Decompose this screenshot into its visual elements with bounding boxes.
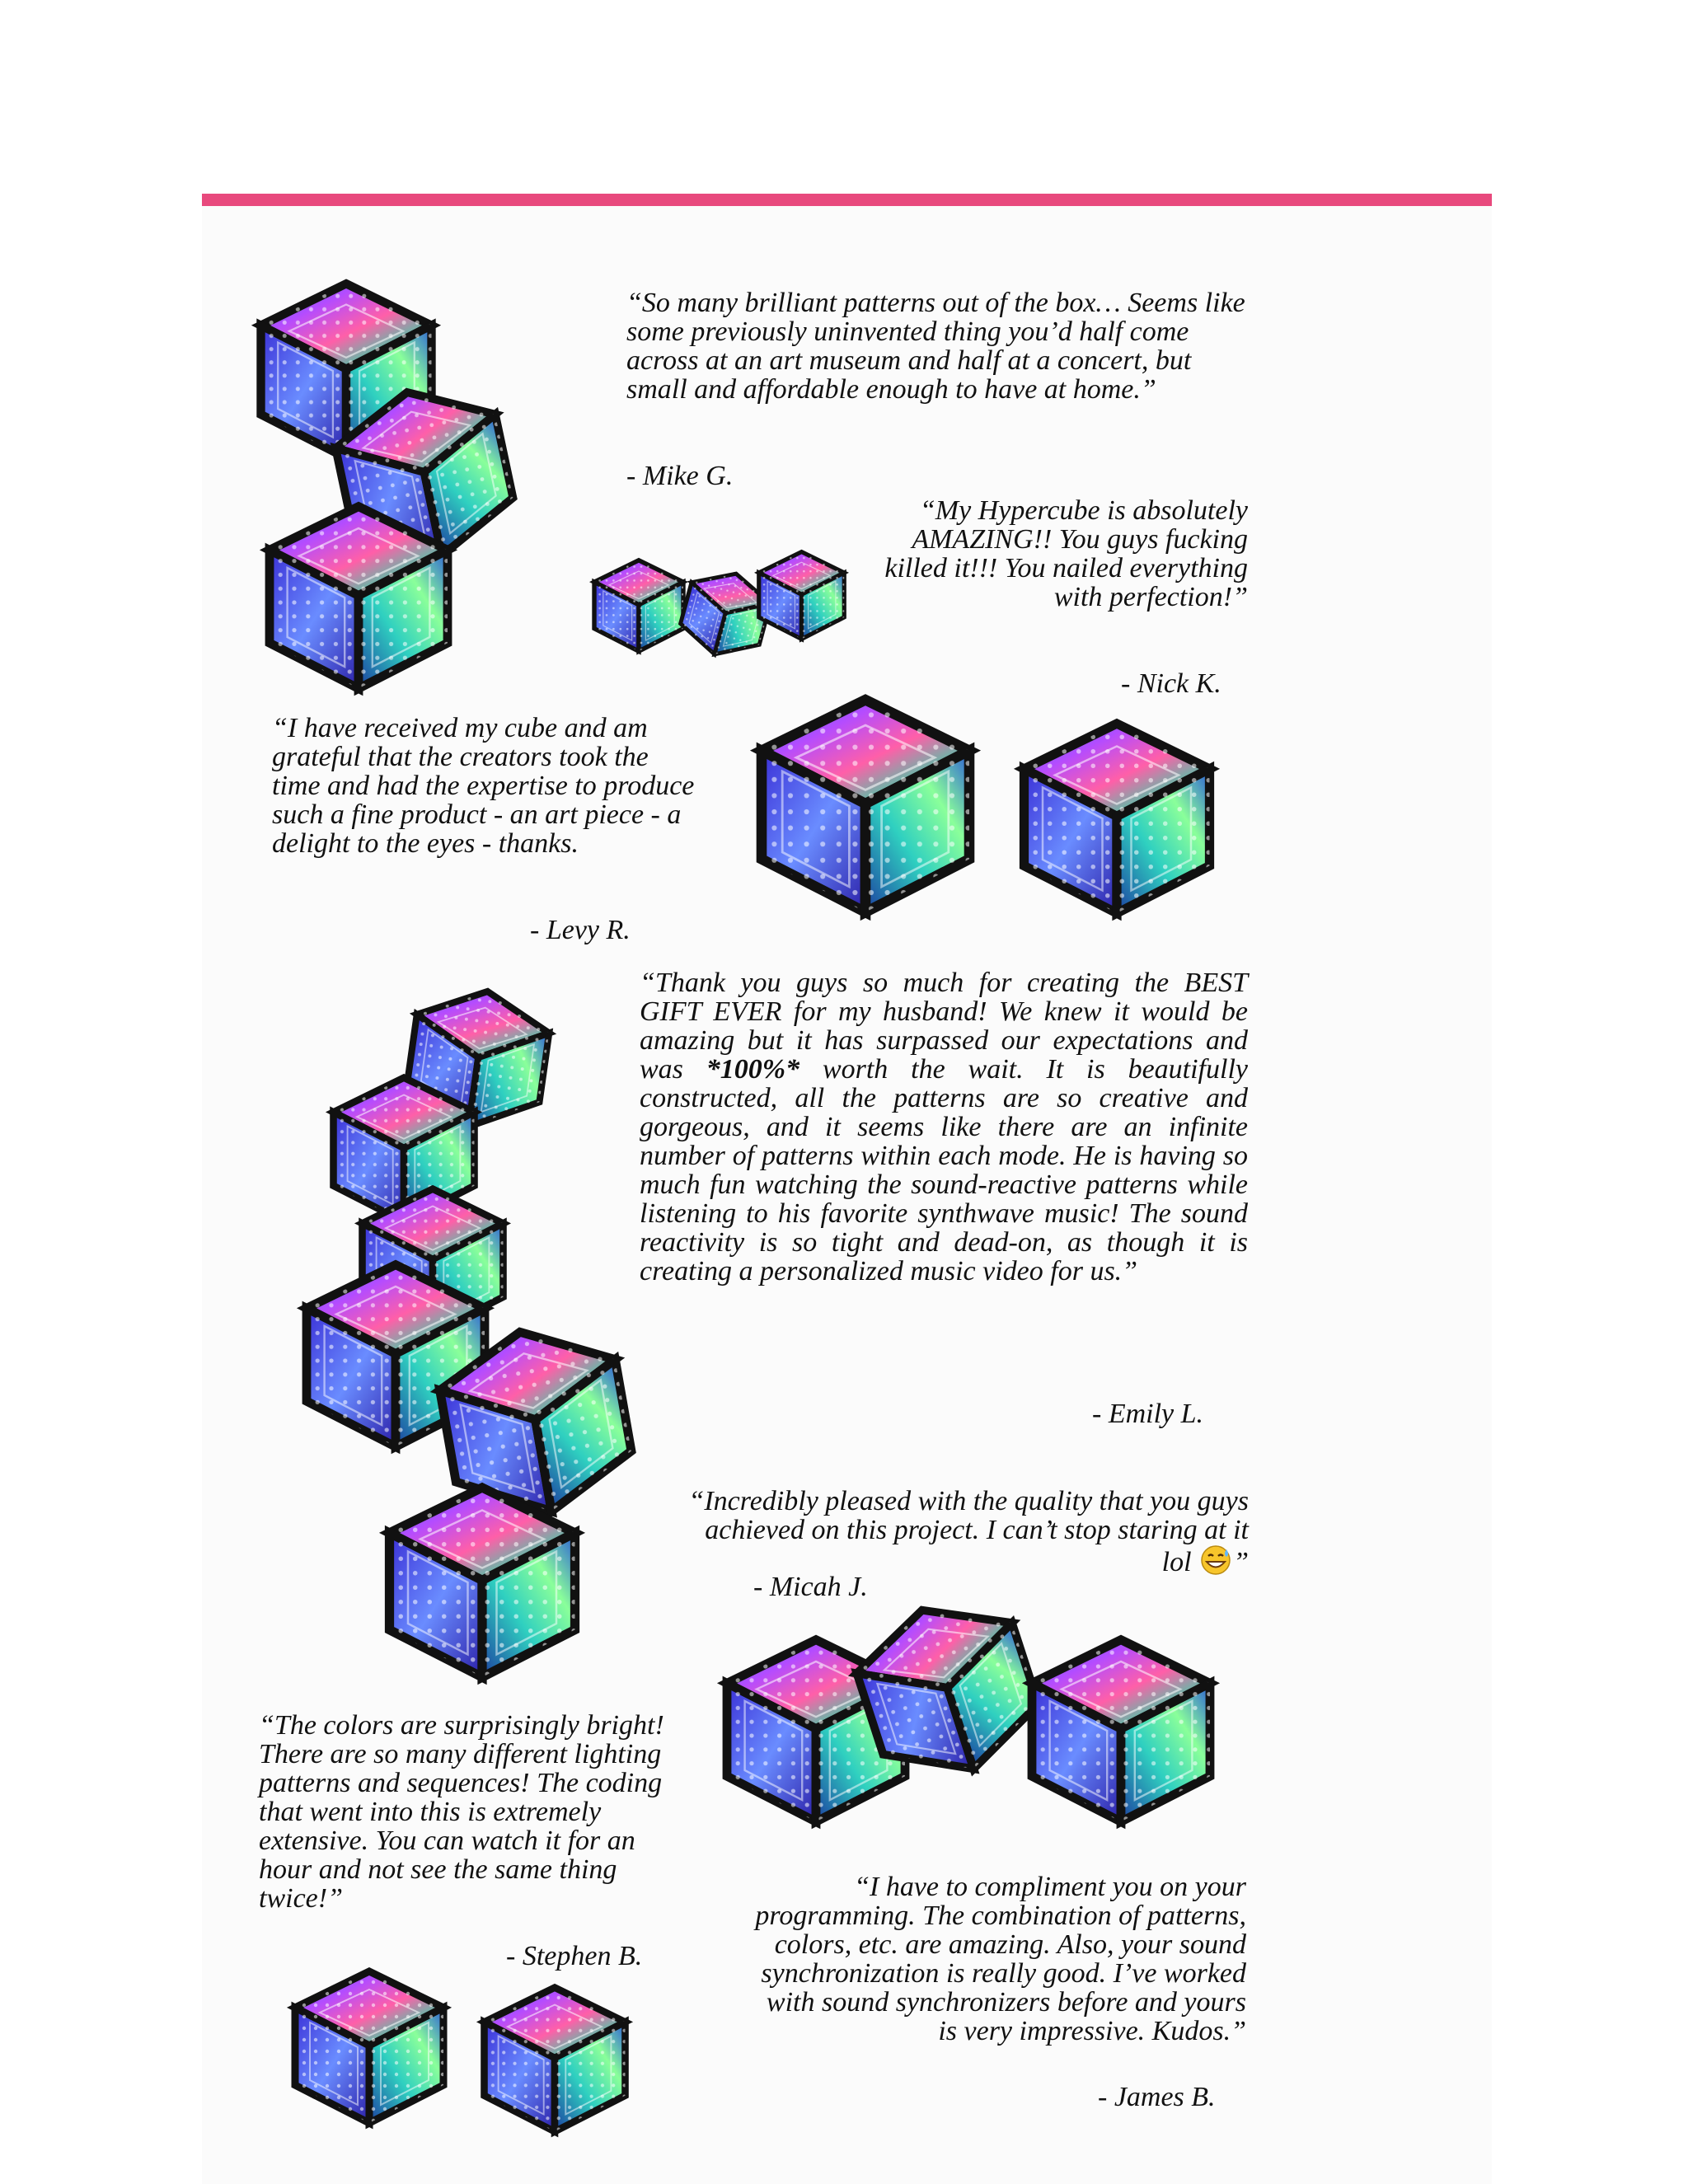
- header-accent-bar: [202, 194, 1492, 206]
- testimonial-author-james: - James B.: [1098, 2082, 1216, 2112]
- cube-stack-photo-top-left: [243, 276, 606, 696]
- testimonial-author-mike: - Mike G.: [626, 461, 734, 491]
- grinning-sweat-emoji-icon: [1198, 1544, 1233, 1576]
- testimonial-quote-james: “I have to compliment you on your programming. The combination of patterns, colors, etc. are amazing. Also, your sound synchronization is really good. I’ve worked with sound synchronizers before and yours is very impressive. Kudos.”: [755, 1872, 1246, 2046]
- cube-tower-photo-left: [260, 985, 688, 1685]
- cube-trio-photo-lower-right: [709, 1599, 1236, 1830]
- emily-quote-part-1: “Thank you guys so much for creating the BEST GIFT EVER for my husband! We knew it would be amazing but it has surpassed our expectations and was: [640, 968, 1248, 1085]
- cube-pair-photo-middle: [738, 691, 1273, 921]
- micah-quote-end: ”: [1233, 1547, 1249, 1577]
- testimonial-author-micah: - Micah J.: [753, 1572, 868, 1602]
- testimonial-quote-levy: “I have received my cube and am grateful that the creators took the time and had the expertise to produce such a fine product - an art piece - a delight to the eyes - thanks.: [272, 713, 695, 859]
- cube-trio-photo-small: [589, 548, 853, 663]
- micah-quote-text: “Incredibly pleased with the quality that you guys achieved on this project. I can’t stop staring at it lol: [688, 1486, 1249, 1577]
- testimonial-author-emily: - Emily L.: [1092, 1399, 1204, 1429]
- emily-quote-part-2: worth the wait. It is beautifully constructed, all the patterns are so creative and gorgeous, and it seems like there are an infinite number of patterns within each mode. He is having so much fun watching the sound-reactive patterns while listening to his favorite synthwave music! The sound reactivity is so tight and dead-on, as though it is creating a personalized music video for us.”: [640, 1054, 1248, 1286]
- testimonial-author-stephen: - Stephen B.: [506, 1941, 643, 1971]
- testimonial-author-levy: - Levy R.: [530, 915, 631, 945]
- emily-quote-bold: *100%*: [706, 1054, 800, 1085]
- testimonial-quote-nick: “My Hypercube is absolutely AMAZING!! You guys fucking killed it!!! You nailed everything with perfection!”: [884, 495, 1248, 612]
- testimonial-quote-micah: [672, 1487, 1249, 1577]
- testimonial-quote-emily: [640, 968, 1248, 1286]
- testimonial-quote-mike: “So many brilliant patterns out of the box… Seems like some previously uninvented thing you’d half come across at an art museum and half at a concert, but small and affordable enough to have at home.”: [626, 288, 1245, 405]
- cube-pair-photo-bottom-left: [262, 1965, 666, 2138]
- testimonial-quote-stephen: “The colors are surprisingly bright! There are so many different lighting patterns and sequences! The coding that went into this is extremely extensive. You can watch it for an hour and not see the same thing twice!”: [259, 1710, 664, 1914]
- testimonial-author-nick: - Nick K.: [1121, 668, 1221, 699]
